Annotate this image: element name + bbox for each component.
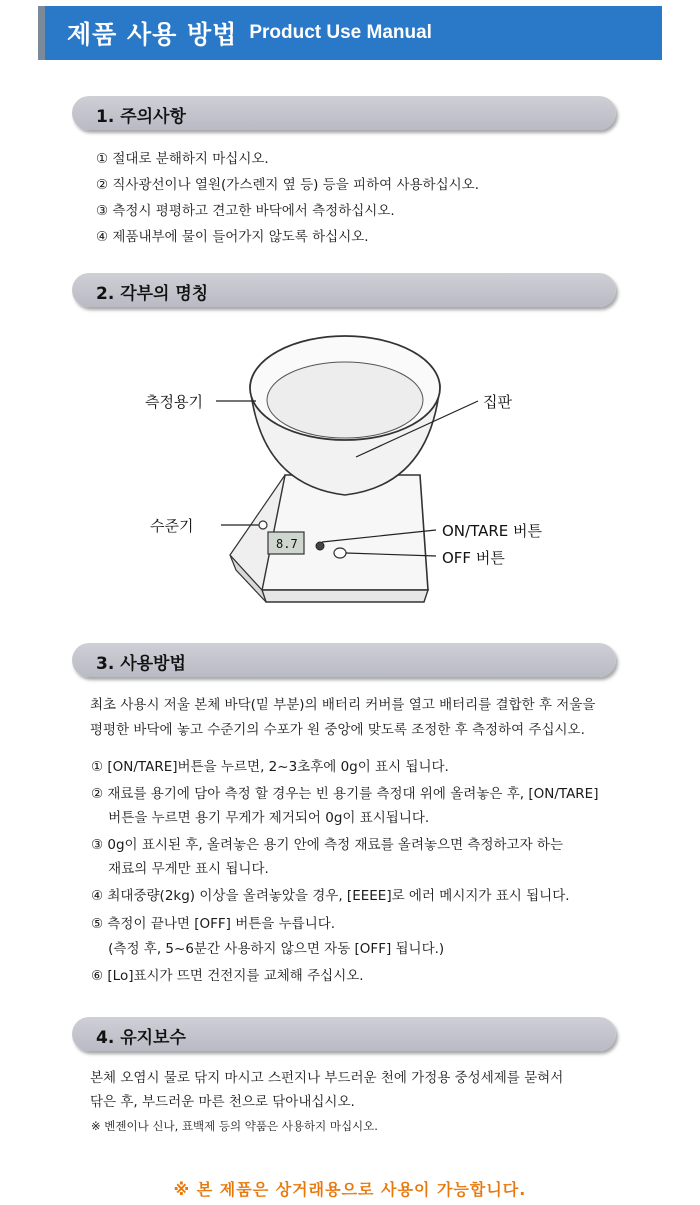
precaution-item: ③ 측정시 평평하고 견고한 바닥에서 측정하십시오. — [96, 203, 395, 219]
label-level: 수준기 — [150, 517, 194, 535]
usage-step: ③ 0g이 표시된 후, 올려놓은 용기 안에 측정 재료를 올려놓으면 측정하고자 하는 — [91, 837, 563, 853]
label-tray: 집판 — [483, 393, 512, 411]
off-button — [334, 548, 346, 558]
section-title: 2. 각부의 명칭 — [96, 284, 209, 304]
maintenance-line: 닦은 후, 부드러운 마른 천으로 닦아내십시오. — [90, 1094, 355, 1110]
label-bowl: 측정용기 — [145, 393, 203, 411]
precaution-item: ④ 제품내부에 물이 들어가지 않도록 하십시오. — [96, 229, 369, 245]
usage-step: 버튼을 누르면 용기 무게가 제거되어 0g이 표시됩니다. — [91, 810, 430, 826]
lcd-value: 8.7 — [276, 537, 298, 551]
banner-title-en: Product Use Manual — [249, 22, 432, 43]
section-header-maintenance — [72, 1017, 616, 1051]
section-header-usage — [72, 643, 616, 677]
section-header-part-names — [72, 273, 616, 307]
maintenance-note: ※ 벤젠이나 신나, 표백제 등의 약품은 사용하지 마십시오. — [91, 1119, 378, 1133]
scale-diagram — [0, 320, 700, 620]
section-title: 3. 사용방법 — [96, 654, 186, 674]
usage-step: ⑤ 측정이 끝나면 [OFF] 버튼을 누릅니다. — [91, 916, 336, 932]
section-title: 4. 유지보수 — [96, 1028, 186, 1048]
level-bubble — [259, 521, 267, 529]
usage-step: (측정 후, 5~6분간 사용하지 않으면 자동 [OFF] 됩니다.) — [91, 941, 445, 957]
label-off: OFF 버튼 — [442, 549, 505, 567]
commercial-use-warning: ※ 본 제품은 상거래용으로 사용이 가능합니다. — [173, 1180, 527, 1199]
usage-intro-line: 최초 사용시 저울 본체 바닥(밑 부분)의 배터리 커버를 열고 배터리를 결합한 후 저울을 — [90, 697, 596, 713]
precaution-item: ② 직사광선이나 열원(가스렌지 옆 등) 등을 피하여 사용하십시오. — [96, 177, 479, 193]
section-title: 1. 주의사항 — [96, 107, 186, 127]
usage-step: ① [ON/TARE]버튼을 누르면, 2~3초후에 0g이 표시 됩니다. — [91, 759, 449, 775]
maintenance-line: 본체 오염시 물로 닦지 마시고 스펀지나 부드러운 천에 가정용 중성세제를 묻혀서 — [90, 1070, 564, 1086]
usage-step: ② 재료를 용기에 담아 측정 할 경우는 빈 용기를 측정대 위에 올려놓은 후, [ON/TARE] — [91, 786, 599, 802]
usage-intro-line: 평평한 바닥에 놓고 수준기의 수포가 원 중앙에 맞도록 조정한 후 측정하여 주십시오. — [90, 722, 585, 738]
manual-banner — [38, 6, 662, 60]
usage-step: 재료의 무게만 표시 됩니다. — [91, 861, 269, 877]
precaution-item: ① 절대로 분해하지 마십시오. — [96, 151, 269, 167]
usage-step: ④ 최대중량(2kg) 이상을 올려놓았을 경우, [EEEE]로 에러 메시지가 표시 됩니다. — [91, 888, 570, 904]
on-tare-button — [316, 542, 324, 550]
section-header-precautions — [72, 96, 616, 130]
banner-title-ko: 제품 사용 방법 — [67, 20, 238, 49]
label-on-tare: ON/TARE 버튼 — [442, 522, 542, 540]
usage-step: ⑥ [Lo]표시가 뜨면 건전지를 교체해 주십시오. — [91, 968, 364, 984]
